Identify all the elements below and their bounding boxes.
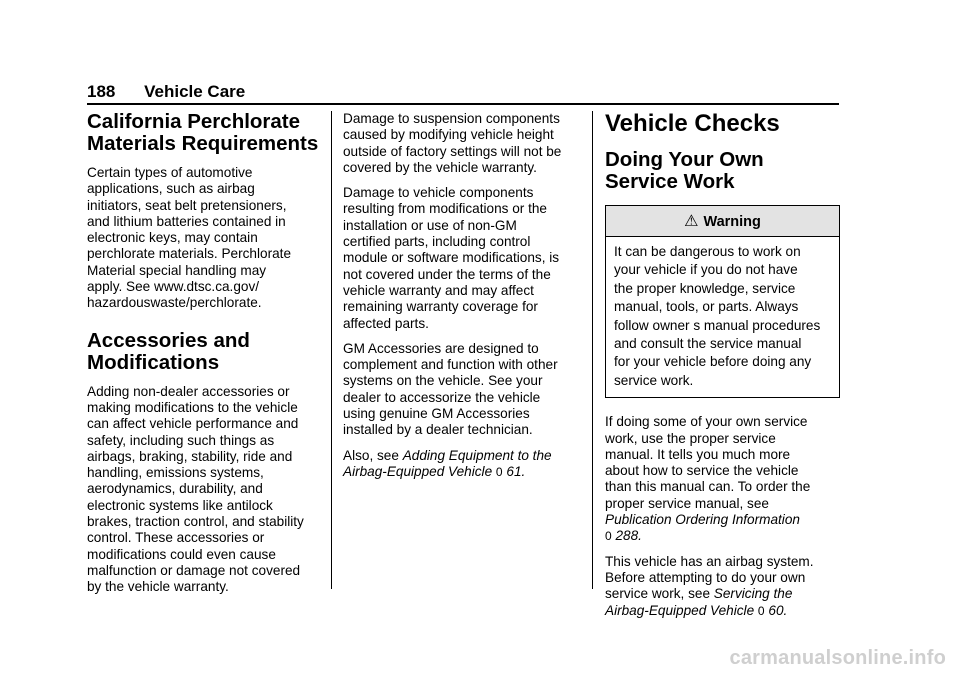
- warning-title: Warning: [703, 214, 761, 230]
- page-ref-288[interactable]: 288.: [615, 528, 642, 544]
- paragraph-gm-accessories: GM Accessories are designed to complement and function with other systems on the vehicle. See your dealer to accessorize the vehicle using genuine GM Accessories installed by a dealer technician.: [343, 340, 558, 438]
- warning-box: [605, 205, 840, 398]
- column-2: [343, 111, 578, 489]
- also-see-prefix: Also, see: [343, 447, 403, 463]
- link-publication-ordering[interactable]: Publication Ordering Information: [605, 512, 800, 528]
- link-adding-equipment[interactable]: Adding Equipment to the: [402, 447, 552, 463]
- paragraph-airbag-system: [605, 554, 840, 619]
- perchlorate-body: Certain types of automotive applications, such as airbag initiators, seat belt pretensioners, and lithium batteries contained in electronic keys, may contain perchlorate materials. Perchlorate Material special handling may apply. See www.dtsc.ca.gov/ hazardouswaste/perchlorate.: [87, 165, 291, 311]
- column-divider: [592, 111, 593, 589]
- paragraph-suspension: Damage to suspension components caused by modifying vehicle height outside of factory settings will not be covered by the vehicle warranty.: [343, 111, 562, 175]
- paragraph-also-see: [343, 448, 578, 481]
- watermark: carmanualsonline.info: [729, 647, 946, 669]
- warning-header: [606, 206, 839, 237]
- column-1: [87, 111, 322, 605]
- page-header: [87, 82, 245, 102]
- page-reference-arrow-icon: 0: [495, 464, 503, 479]
- header-rule: [87, 103, 839, 105]
- section-title-perchlorate: California Perchlorate Materials Requirements: [87, 110, 319, 155]
- chapter-title: Vehicle Care: [144, 82, 246, 101]
- paragraph-own-service: If doing some of your own service work, use the proper service manual. It tells you much more about how to service the vehicle than this manual can. To order the proper service manual, see: [605, 414, 811, 511]
- link-airbag-equipped[interactable]: Airbag-Equipped Vehicle: [343, 463, 493, 479]
- section-title-accessories: Accessories and Modifications: [87, 328, 250, 374]
- link-airbag-equipped-vehicle[interactable]: Airbag-Equipped Vehicle: [605, 602, 755, 618]
- warning-body: It can be dangerous to work on your vehicle if you do not have the proper knowledge, service manual, tools, or parts. Always follow owner s manual procedures and consult the service manual for your vehicle before doing any service work.: [614, 244, 821, 388]
- column-3: [605, 111, 840, 628]
- link-servicing-the[interactable]: Servicing the: [713, 586, 793, 602]
- paragraph-publication-ref: [605, 512, 840, 545]
- accessories-body: Adding non-dealer accessories or making modifications to the vehicle can affect vehicle performance and safety, including such things as airbags, braking, stability, ride and handling, emissions systems, aerodynamics, durability, and electronic systems like antilock brakes, traction control, and stability control. These accessories or modifications could even cause malfunction or damage not covered by the vehicle warranty.: [87, 383, 304, 595]
- airbag-system-text: This vehicle has an airbag system. Before attempting to do your own service work, see: [605, 553, 814, 602]
- page-reference-arrow-icon: 0: [605, 529, 612, 544]
- page-ref-60[interactable]: 60.: [768, 602, 788, 618]
- paragraph-components: Damage to vehicle components resulting from modifications or the installation or use of non-GM certified parts, including control module or software modifications, is not covered under the terms of the vehicle warranty and may affect remaining warranty coverage for affected parts.: [343, 185, 560, 331]
- page-number: 188: [87, 82, 116, 101]
- warning-triangle-icon: ⚠: [684, 213, 699, 230]
- page-reference-arrow-icon: 0: [757, 603, 765, 618]
- section-title-service-work: Doing Your Own Service Work: [605, 148, 764, 193]
- page-ref-61[interactable]: 61.: [506, 463, 526, 479]
- main-title: Vehicle Checks: [605, 110, 780, 137]
- column-divider: [331, 111, 332, 589]
